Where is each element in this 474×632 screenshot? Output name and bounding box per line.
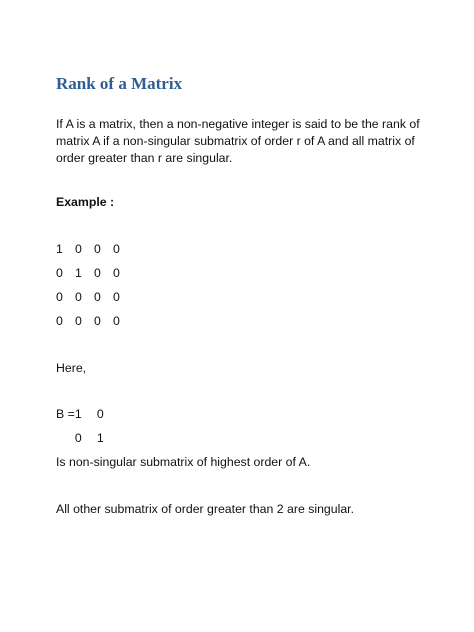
matrix-cell: 0 — [56, 290, 63, 304]
page-title: Rank of a Matrix — [56, 74, 183, 93]
b-matrix-cell: 1 — [96, 431, 104, 445]
matrix-cell: 0 — [75, 242, 82, 256]
matrix-cell: 0 — [75, 314, 82, 328]
here-text: Here, — [56, 361, 87, 375]
matrix-cell: 0 — [56, 266, 63, 280]
nonsingular-text: Is non-singular submatrix of highest order of A. — [56, 455, 311, 469]
matrix-cell: 0 — [75, 290, 82, 304]
matrix-cell: 1 — [75, 266, 82, 280]
matrix-cell: 1 — [56, 242, 63, 256]
b-matrix-cell: 0 — [96, 407, 104, 421]
example-label: Example : — [56, 195, 115, 209]
matrix-cell: 0 — [113, 242, 120, 256]
definition-paragraph: If A is a matrix, then a non-negative integer is said to be the rank of matrix A if a non-singular submatrix of order r of A and all matrix of order greater than r are singular. — [56, 117, 420, 165]
matrix-cell: 0 — [113, 290, 120, 304]
b-matrix-cell: 1 — [74, 407, 82, 421]
matrix-cell: 0 — [94, 290, 101, 304]
matrix-cell: 0 — [94, 266, 101, 280]
matrix-cell: 0 — [113, 266, 120, 280]
b-prefix: B = — [56, 407, 75, 421]
b-matrix-cell: 0 — [74, 431, 82, 445]
matrix-cell: 0 — [94, 314, 101, 328]
matrix-cell: 0 — [113, 314, 120, 328]
conclusion-text: All other submatrix of order greater than 2 are singular. — [56, 502, 355, 516]
matrix-cell: 0 — [56, 314, 63, 328]
matrix-cell: 0 — [94, 242, 101, 256]
